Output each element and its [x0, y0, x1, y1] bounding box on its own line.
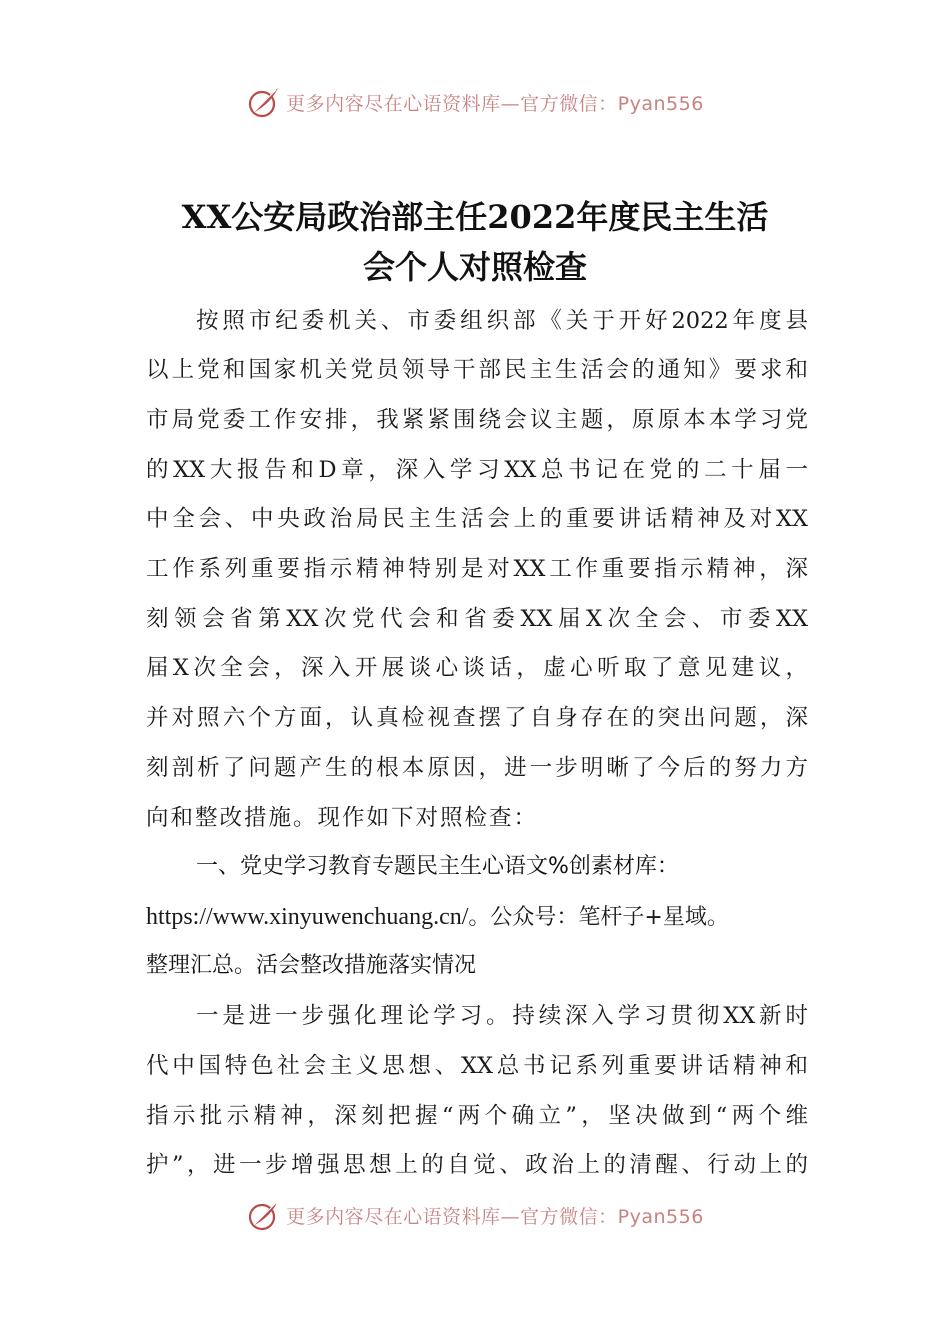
title-line-2: 会个人对照检查 — [362, 248, 587, 286]
watermark-text-id: Pyan556 — [617, 92, 704, 115]
watermark-text-cn: 更多内容尽在心语资料库—官方微信： — [286, 92, 618, 115]
section-heading-url-line — [146, 899, 808, 935]
section-heading: 一、党史学习教育专题民主生心语文%创素材库： — [196, 854, 679, 879]
body-line: 指示批示精神，深刻把握“两个确立”，坚决做到“两个维 — [146, 1103, 808, 1129]
watermark-text-id: Pyan556 — [617, 1205, 704, 1228]
body-line: 按照市纪委机关、市委组织部《关于开好2022年度县 — [196, 308, 808, 334]
body-line: 市局党委工作安排，我紧紧围绕会议主题，原原本本学习党 — [146, 407, 808, 433]
section-heading-tail: 整理汇总。活会整改措施落实情况 — [146, 953, 477, 978]
body-line: 以上党和国家机关党员领导干部民主生活会的通知》要求和 — [146, 357, 808, 383]
watermark-banner-top — [0, 82, 950, 122]
feather-logo-icon — [246, 84, 282, 120]
watermark-text-cn: 更多内容尽在心语资料库—官方微信： — [286, 1205, 618, 1228]
body-line: 刻剖析了问题产生的根本原因，进一步明晰了今后的努力方 — [146, 755, 808, 781]
body-line: 中全会、中央政治局民主生活会上的重要讲话精神及对XX — [146, 506, 808, 532]
title-line-1: XX公安局政治部主任2022年度民主生活 — [181, 198, 769, 236]
body-line: 的XX大报告和D章，深入学习XX总书记在党的二十届一 — [146, 457, 808, 483]
body-line: 届X次全会，深入开展谈心谈话，虚心听取了意见建议， — [146, 655, 808, 681]
watermark-text — [286, 1204, 704, 1229]
body-line: 护”，进一步增强思想上的自觉、政治上的清醒、行动上的 — [146, 1152, 808, 1178]
source-url: https://www.xinyuwenchuang.cn/ — [146, 904, 469, 930]
body-line: 代中国特色社会主义思想、XX总书记系列重要讲话精神和 — [146, 1053, 808, 1079]
body-line: 并对照六个方面，认真检视查摆了自身存在的突出问题，深 — [146, 705, 808, 731]
source-url-tail: 。公众号：笔杆子+星域。 — [468, 905, 729, 930]
body-line: 刻领会省第XX次党代会和省委XX届X次全会、市委XX — [146, 606, 808, 632]
watermark-banner-bottom — [0, 1204, 950, 1238]
watermark-text — [286, 89, 704, 116]
feather-logo-icon — [246, 1204, 282, 1233]
body-line: 工作系列重要指示精神特别是对XX工作重要指示精神，深 — [146, 556, 808, 582]
body-line: 一是进一步强化理论学习。持续深入学习贯彻XX新时 — [196, 1003, 808, 1029]
document-title — [140, 192, 810, 292]
body-line: 向和整改措施。现作如下对照检查： — [146, 805, 539, 831]
